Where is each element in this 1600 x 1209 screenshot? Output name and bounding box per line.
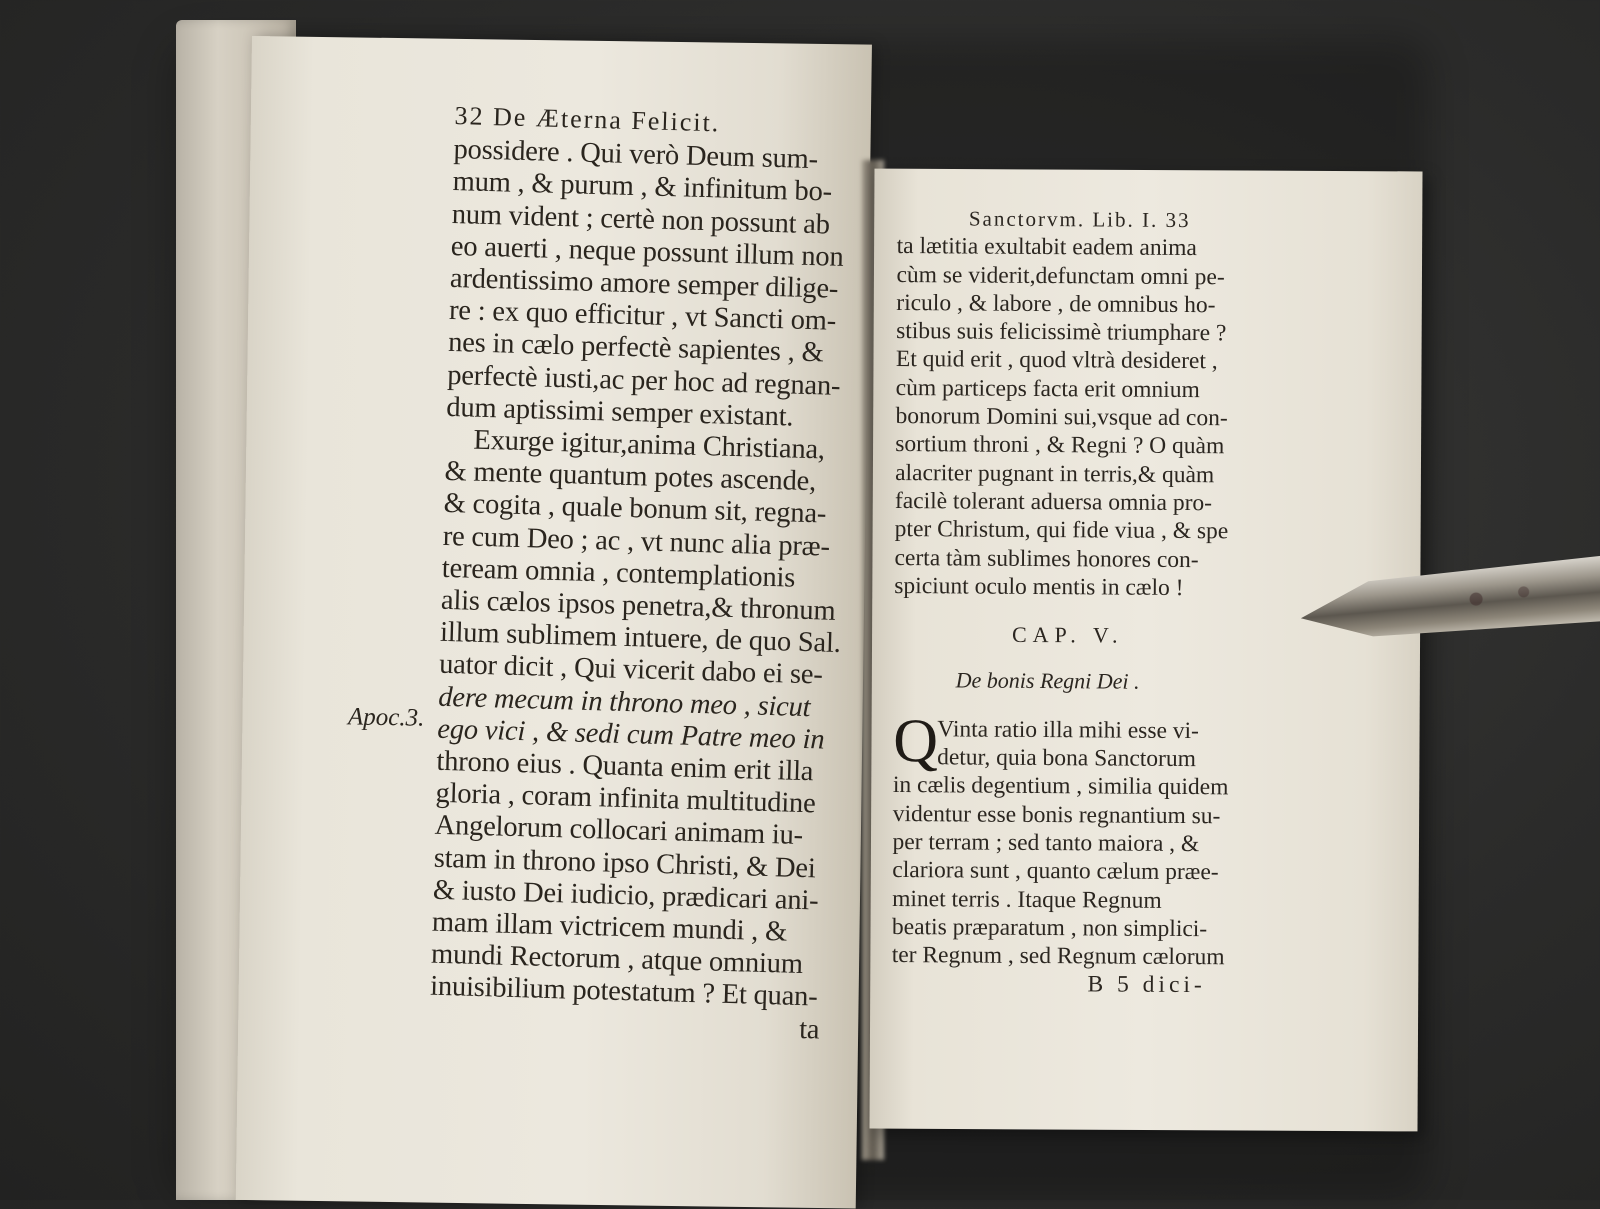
left-line: mam illam victricem mundi , &: [431, 906, 788, 948]
right-page-header: Sanctorvm. Lib. I. 33: [968, 206, 1191, 233]
left-line: re cum Deo ; ac , vt nunc alia præ-: [442, 520, 831, 563]
left-line: perfectè iusti,ac per hoc ad regnan-: [446, 359, 841, 402]
right-line: pter Christum, qui fide viua , & spe: [894, 516, 1229, 545]
right-line: ta lætitia exultabit eadem anima: [896, 233, 1197, 262]
chapter-body: [891, 706, 1229, 972]
right-line: videntur esse bonis regnantium su-: [892, 800, 1221, 829]
left-line: re : ex quo efficitur , vt Sancti om-: [448, 295, 837, 337]
right-line: certa tàm sublimes honores con-: [894, 544, 1199, 573]
right-line: riculo , & labore , de omnibus ho-: [896, 289, 1216, 319]
right-line: detur, quia bona Sanctorum: [937, 744, 1197, 773]
chapter-subtitle: De bonis Regni Dei .: [955, 667, 1140, 695]
right-line: bonorum Domini sui,vsque ad con-: [895, 403, 1228, 432]
left-line: dum aptissimi semper existant.: [445, 391, 794, 433]
left-line: alis cælos ipsos penetra,& thronum: [440, 584, 836, 627]
left-page-text: [429, 100, 856, 1047]
right-line: cùm se viderit,defunctam omni pe-: [896, 261, 1225, 290]
right-line: per terram ; sed tanto maiora , &: [892, 828, 1200, 858]
signature-mark: B 5 dici-: [1087, 971, 1206, 999]
right-line: Et quid erit , quod vltrà desideret ,: [895, 346, 1218, 375]
left-line: mundi Rectorum , atque omnium: [430, 938, 804, 981]
margin-note: Apoc.3.: [347, 703, 425, 732]
left-line: uator dicit , Qui vicerit dabo ei se-: [438, 649, 824, 691]
right-line: clariora sunt , quanto cælum præe-: [892, 857, 1219, 886]
left-line: num vident ; certè non possunt ab: [451, 198, 831, 241]
drop-cap: Q: [893, 706, 939, 776]
left-line: nes in cælo perfectè sapientes , &: [447, 327, 824, 369]
right-line: in cælis degentium , similia quidem: [892, 772, 1229, 801]
left-line: inuisibilium potestatum ? Et quan-: [429, 971, 818, 1013]
left-line: gloria , coram infinita multitudine: [435, 778, 816, 820]
chapter-heading: CAP. V.: [1011, 621, 1124, 648]
left-catchword: ta: [798, 1013, 820, 1046]
left-line: ardentissimo amore semper dilige-: [449, 262, 839, 305]
right-line: sortium throni , & Regni ? O quàm: [895, 431, 1225, 460]
left-line: dere mecum in throno meo , sicut: [437, 681, 811, 723]
right-line: alacriter pugnant in terris,& quàm: [895, 459, 1215, 488]
left-line: eo auerti , neque possunt illum non: [450, 230, 844, 273]
left-line: Angelorum collocari animam iu-: [434, 810, 804, 852]
right-line: ter Regnum , sed Regnum cælorum: [891, 942, 1225, 971]
right-page-text: [891, 204, 1232, 1000]
left-line: ego vici , & sedi cum Patre meo in: [436, 713, 825, 756]
left-page-header: 32 De Æterna Felicit.: [454, 100, 721, 138]
right-line: spiciunt oculo mentis in cælo !: [894, 572, 1184, 601]
right-line: Vinta ratio illa mihi esse vi-: [937, 716, 1200, 744]
left-line: throno eius . Quanta enim erit illa: [436, 745, 814, 788]
right-line: beatis præparatum , non simplici-: [891, 913, 1208, 943]
right-line: stibus suis felicissimè triumphare ?: [896, 318, 1227, 347]
left-line: Exurge igitur,anima Christiana,: [473, 424, 826, 466]
right-line: cùm particeps facta erit omnium: [895, 374, 1200, 403]
left-line: & cogita , quale bonum sit, regna-: [443, 488, 827, 530]
left-line: teream omnia , contemplationis: [441, 552, 796, 594]
left-line: & mente quantum potes ascende,: [444, 456, 817, 498]
left-line: possidere . Qui verò Deum sum-: [453, 134, 819, 176]
left-line: & iusto Dei iudicio, prædicari ani-: [432, 874, 819, 917]
right-line: minet terris . Itaque Regnum: [892, 885, 1162, 914]
right-line: facilè tolerant aduersa omnia pro-: [894, 487, 1213, 517]
left-line: illum sublimem intuere, de quo Sal.: [439, 617, 842, 660]
left-line: mum , & purum , & infinitum bo-: [452, 166, 833, 208]
left-line: stam in throno ipso Christi, & Dei: [433, 842, 817, 885]
